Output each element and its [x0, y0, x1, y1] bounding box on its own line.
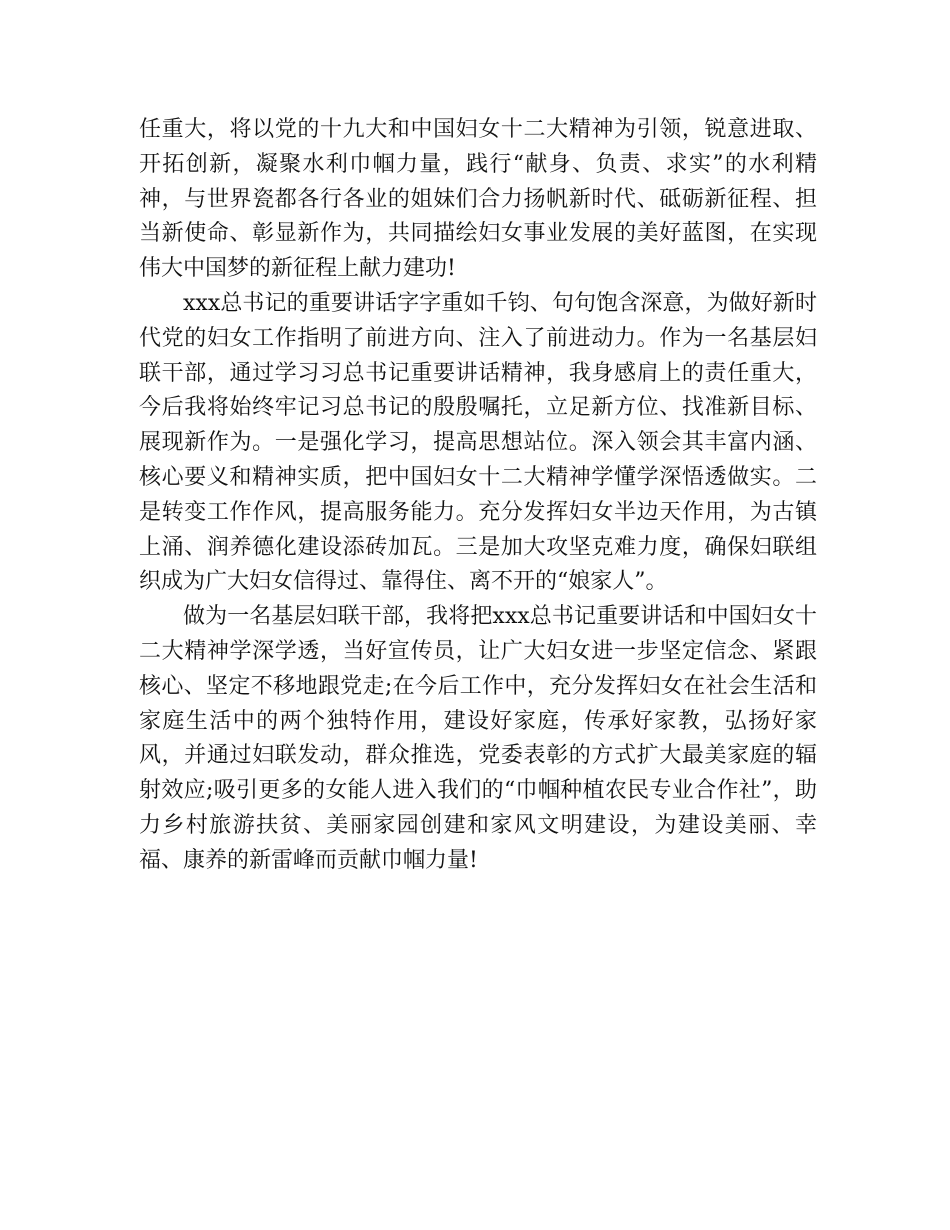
paragraph-continued: 任重大，将以党的十九大和中国妇女十二大精神为引领，锐意进取、开拓创新，凝聚水利巾帼力量，践行“献身、负责、求实”的水利精神，与世界瓷都各行各业的姐妹们合力扬帆新时代、砥砺新征程、担当新使命、彰显新作为，共同描绘妇女事业发展的美好蓝图，在实现伟大中国梦的新征程上献力建功!	[139, 117, 817, 282]
paragraph-commitment: 做为一名基层妇联干部，我将把xxx总书记重要讲话和中国妇女十二大精神学深学透，当好宣传员，让广大妇女进一步坚定信念、紧跟核心、坚定不移地跟党走;在今后工作中，充分发挥妇女在社会生活和家庭生活中的两个独特作用，建设好家庭，传承好家教，弘扬好家风，并通过妇联发动，群众推选，党委表彰的方式扩大最美家庭的辐射效应;吸引更多的女能人进入我们的“巾帼种植农民专业合作社”，助力乡村旅游扶贫、美丽家园创建和家风文明建设，为建设美丽、幸福、康养的新雷峰而贡献巾帼力量!	[139, 604, 817, 873]
paragraph-speech-reflection: xxx总书记的重要讲话字字重如千钧、句句饱含深意，为做好新时代党的妇女工作指明了前进方向、注入了前进动力。作为一名基层妇联干部，通过学习习总书记重要讲话精神，我身感肩上的责任重大，今后我将始终牢记习总书记的殷殷嘱托，立足新方位、找准新目标、展现新作为。一是强化学习，提高思想站位。深入领会其丰富内涵、核心要义和精神实质，把中国妇女十二大精神学懂学深悟透做实。二是转变工作作风，提高服务能力。充分发挥妇女半边天作用，为古镇上涌、润养德化建设添砖加瓦。三是加大攻坚克难力度，确保妇联组织成为广大妇女信得过、靠得住、离不开的“娘家人”。	[139, 290, 817, 595]
document-body	[139, 113, 817, 879]
